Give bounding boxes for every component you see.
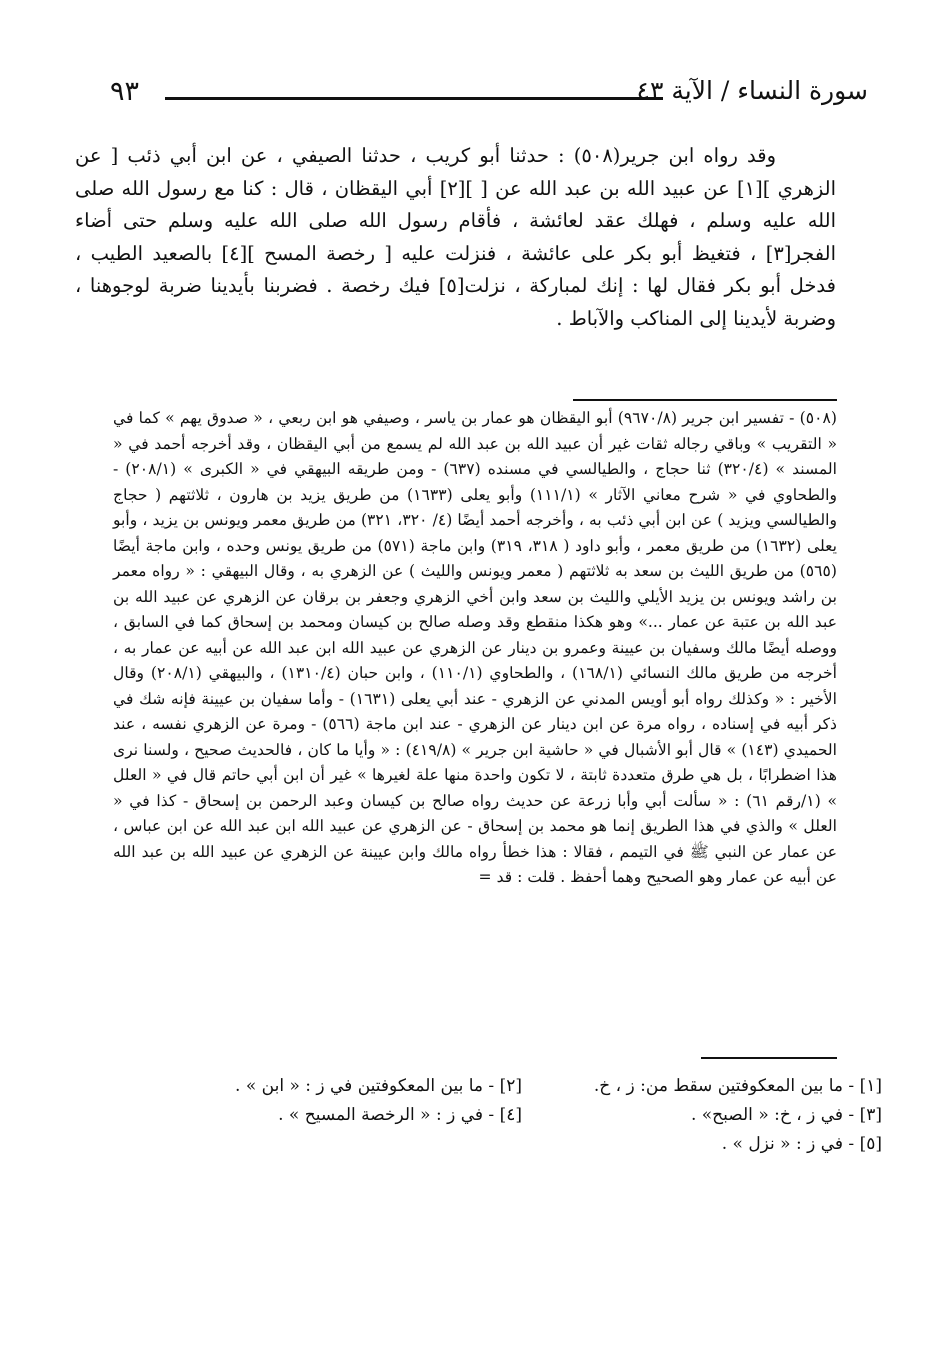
- main-text-block: [75, 140, 836, 335]
- variants-row: [110, 1072, 882, 1101]
- variant-note-5: [٥] - في ز : « نزل » .: [721, 1134, 882, 1154]
- variant-note-4: [٤] - في ز : « الرخصة المسيح » .: [278, 1105, 522, 1125]
- variant-note-3: [٣] - في ز ، خ: « الصبح» .: [690, 1105, 882, 1125]
- variants-row: [110, 1101, 882, 1130]
- page-header: [100, 76, 868, 116]
- main-paragraph: وقد رواه ابن جرير(٥٠٨) : حدثنا أبو كريب ، حدثنا الصيفي ، عن ابن أبي ذئب [ عن الزهري ][١] عن عبيد الله بن عبد الله عن [ ][٢] أبي اليقظان ، قال : كنا مع رسول الله صلى الله عليه وسلم ، فهلك عقد لعائشة ، فأقام رسول الله صلى الله عليه وسلم حتى أضاء الفجر[٣] ، فتغيظ أبو بكر على عائشة ، فنزلت عليه [ رخصة المسح ][٤] بالصعيد الطيب ، فدخل أبو بكر فقال لها : إنك لمباركة ، نزلت[٥] فيك رخصة . فضربنا بأيدينا ضربة لوجوهنا ، وضربة لأيدينا إلى المناكب والآباط .: [75, 144, 836, 330]
- variant-note-1: [١] - ما بين المعكوفتين سقط من: ز ، خ.: [593, 1076, 882, 1096]
- footnotes-block: [113, 406, 837, 891]
- variants-divider: [701, 1057, 837, 1059]
- footnote-divider: [573, 399, 837, 401]
- textual-variants: [110, 1072, 882, 1159]
- variant-note-2: [٢] - ما بين المعكوفتين في ز : « ابن » .: [235, 1076, 522, 1096]
- page-number: ٩٣: [110, 76, 140, 107]
- running-title: سورة النساء / الآية ٤٣: [636, 76, 868, 105]
- variants-row: [110, 1130, 882, 1159]
- header-rule: [165, 97, 663, 100]
- footnote-508: (٥٠٨) - تفسير ابن جرير (٩٦٧٠/٨) أبو اليقظان هو عمار بن ياسر ، وصيفي هو ابن ربعي ، « صدوق يهم » كما في « التقريب » وباقي رجاله ثقات غير أن عبيد الله بن عبد الله لم يسمع من أبي اليقظان ، وقد أخرجه أحمد في « المسند » (٣٢٠/٤) ثنا حجاج ، والطيالسي في مسنده (٦٣٧) - ومن طريقه البيهقي في « الكبرى » (٢٠٨/١) - والطحاوي في « شرح معاني الآثار » (١١١/١) وأبو يعلى (١٦٣٣) من طريق يزيد بن هارون ، ثلاثتهم ( حجاج والطيالسي ويزيد ) عن ابن أبي ذئب به ، وأخرجه أحمد أيضًا (٤/ ٣٢٠، ٣٢١) من طريق معمر ويونس بن يزيد ، وأبو يعلى (١٦٣٢) من طريق معمر ، وأبو داود ( ٣١٨، ٣١٩) وابن ماجة (٥٧١) من طريق يونس وحده ، وابن ماجة أيضًا (٥٦٥) من طريق الليث بن سعد به ثلاثتهم ( معمر ويونس والليث ) عن الزهري به ، وقال البيهقي : « رواه معمر بن راشد ويونس بن يزيد الأيلي والليث بن سعد وابن أخي الزهري وجعفر بن برقان عن الزهري عن عبيد الله بن عبد الله بن عتبة عن عمار ...» وهو هكذا منقطع وقد وصله صالح بن كيسان ومحمد بن إسحاق كما في السابق ، ووصله أيضًا مالك وسفيان بن عيينة وعمرو بن دينار عن الزهري عن عبيد الله ابن عبد الله عن أبيه عن عمار به ، أخرجه من طريق مالك النسائي (١٦٨/١) ، والطحاوي (١١٠/١) ، وابن حبان (١٣١٠/٤) ، والبيهقي (٢٠٨/١) وقال الأخير : « وكذلك رواه أبو أويس المدني عن الزهري - عند أبي يعلى (١٦٣١) - وأما سفيان بن عيينة فإنه شك في ذكر أبيه في إسناده ، رواه مرة عن ابن دينار عن الزهري - عند ابن ماجة (٥٦٦) - ومرة عن الزهري نفسه ، عند الحميدي (١٤٣) » قال أبو الأشبال في « حاشية ابن جرير » (٤١٩/٨) : « وأيا ما كان ، فالحديث صحيح ، ولسنا نرى هذا اضطرابًا ، بل هي طرق متعددة ثابتة ، لا تكون واحدة منها علة لغيرها » غير أن ابن أبي حاتم قال في « العلل » (١/رقم ٦١) : « سألت أبي وأبا زرعة عن حديث رواه صالح بن كيسان وعبد الرحمن بن إسحاق - كذا في « العلل » والذي في هذا الطريق إنما هو محمد بن إسحاق - عن الزهري عن عبيد الله ابن عبد الله عن ابن عباس ، عن عمار عن النبي ﷺ في التيمم ، فقالا : هذا خطأ رواه مالك وابن عيينة عن الزهري عن عبيد الله بن عبد الله عن أبيه عن عمار وهو الصحيح وهما أحفظ . قلت : قد =: [113, 409, 838, 886]
